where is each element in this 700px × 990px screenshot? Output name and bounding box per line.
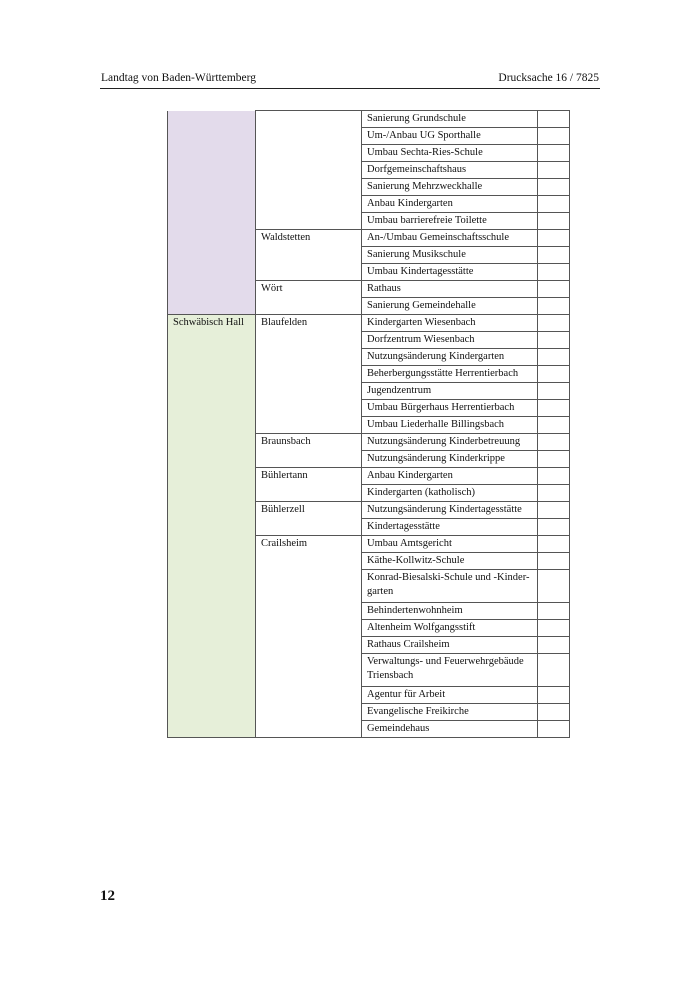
empty-cell [538, 332, 570, 349]
table-row [168, 485, 570, 502]
gemeinde-cell: Bühlerzell [256, 502, 362, 519]
projekt-cell: Nutzungsänderung Kindergarten [362, 349, 538, 366]
projekt-cell: Evangelische Freikirche [362, 704, 538, 721]
table-row [168, 620, 570, 637]
table-row [168, 315, 570, 332]
table-row [168, 298, 570, 315]
empty-cell [538, 247, 570, 264]
gemeinde-cell [256, 332, 362, 349]
projekt-cell: Käthe-Kollwitz-Schule [362, 553, 538, 570]
kreis-cell [168, 366, 256, 383]
projekt-cell: Nutzungsänderung Kinderkrippe [362, 451, 538, 468]
kreis-cell [168, 128, 256, 145]
kreis-cell [168, 162, 256, 179]
table-row [168, 603, 570, 620]
header-rule [100, 88, 600, 89]
projekt-cell: Kindergarten (katholisch) [362, 485, 538, 502]
projects-table [167, 110, 570, 738]
empty-cell [538, 213, 570, 230]
kreis-cell [168, 247, 256, 264]
table-row [168, 570, 570, 603]
projekt-cell: Kindertagesstätte [362, 519, 538, 536]
projekt-cell: Gemeindehaus [362, 721, 538, 738]
gemeinde-cell [256, 264, 362, 281]
gemeinde-cell [256, 417, 362, 434]
table-row [168, 468, 570, 485]
empty-cell [538, 603, 570, 620]
gemeinde-cell [256, 603, 362, 620]
kreis-cell [168, 553, 256, 570]
empty-cell [538, 264, 570, 281]
projekt-cell: Umbau Sechta-Ries-Schule [362, 145, 538, 162]
empty-cell [538, 111, 570, 128]
empty-cell [538, 417, 570, 434]
empty-cell [538, 519, 570, 536]
gemeinde-cell [256, 213, 362, 230]
table-row [168, 400, 570, 417]
kreis-cell [168, 281, 256, 298]
empty-cell [538, 536, 570, 553]
projekt-cell: Nutzungsänderung Kindertagesstätte [362, 502, 538, 519]
table-row [168, 553, 570, 570]
empty-cell [538, 687, 570, 704]
kreis-cell [168, 213, 256, 230]
projekt-cell: Agentur für Arbeit [362, 687, 538, 704]
projekt-cell: Anbau Kindergarten [362, 468, 538, 485]
empty-cell [538, 637, 570, 654]
empty-cell [538, 230, 570, 247]
empty-cell [538, 315, 570, 332]
empty-cell [538, 162, 570, 179]
table-row [168, 417, 570, 434]
table-row [168, 264, 570, 281]
gemeinde-cell: Wört [256, 281, 362, 298]
table-row [168, 230, 570, 247]
gemeinde-cell: Blaufelden [256, 315, 362, 332]
kreis-cell [168, 721, 256, 738]
projekt-cell: Umbau Kindertagesstätte [362, 264, 538, 281]
gemeinde-cell [256, 553, 362, 570]
projects-table-body [168, 111, 570, 738]
empty-cell [538, 298, 570, 315]
empty-cell [538, 654, 570, 687]
table-row [168, 162, 570, 179]
gemeinde-cell: Braunsbach [256, 434, 362, 451]
empty-cell [538, 145, 570, 162]
table-row [168, 721, 570, 738]
table-row [168, 383, 570, 400]
projekt-cell: Konrad-Biesalski-Schule und -Kinder-garten [362, 570, 538, 603]
kreis-cell [168, 332, 256, 349]
table-row [168, 247, 570, 264]
gemeinde-cell [256, 637, 362, 654]
projekt-cell: Rathaus Crailsheim [362, 637, 538, 654]
empty-cell [538, 434, 570, 451]
gemeinde-cell [256, 162, 362, 179]
projekt-cell: Dorfgemeinschaftshaus [362, 162, 538, 179]
table-row [168, 637, 570, 654]
empty-cell [538, 128, 570, 145]
projekt-cell: Verwaltungs- und Feuerwehrgebäude Triensbach [362, 654, 538, 687]
table-row [168, 704, 570, 721]
projekt-cell: Rathaus [362, 281, 538, 298]
table-row [168, 654, 570, 687]
kreis-cell [168, 502, 256, 519]
table-row [168, 213, 570, 230]
empty-cell [538, 366, 570, 383]
kreis-cell [168, 637, 256, 654]
table-row [168, 128, 570, 145]
gemeinde-cell: Bühlertann [256, 468, 362, 485]
gemeinde-cell [256, 111, 362, 128]
projekt-cell: Umbau barrierefreie Toilette [362, 213, 538, 230]
projekt-cell: Beherbergungsstätte Herrentierbach [362, 366, 538, 383]
projekt-cell: Behindertenwohnheim [362, 603, 538, 620]
kreis-cell [168, 264, 256, 281]
kreis-cell [168, 485, 256, 502]
gemeinde-cell: Waldstetten [256, 230, 362, 247]
gemeinde-cell [256, 485, 362, 502]
projekt-cell: Sanierung Musikschule [362, 247, 538, 264]
kreis-cell [168, 349, 256, 366]
kreis-cell [168, 654, 256, 687]
gemeinde-cell [256, 145, 362, 162]
gemeinde-cell [256, 620, 362, 637]
header-right: Drucksache 16 / 7825 [498, 72, 599, 84]
projekt-cell: Jugendzentrum [362, 383, 538, 400]
gemeinde-cell [256, 451, 362, 468]
empty-cell [538, 704, 570, 721]
gemeinde-cell [256, 400, 362, 417]
empty-cell [538, 196, 570, 213]
gemeinde-cell [256, 128, 362, 145]
empty-cell [538, 383, 570, 400]
kreis-cell [168, 704, 256, 721]
empty-cell [538, 468, 570, 485]
kreis-cell [168, 400, 256, 417]
projekt-cell: Umbau Bürgerhaus Herrentierbach [362, 400, 538, 417]
empty-cell [538, 400, 570, 417]
table-row [168, 332, 570, 349]
header-left: Landtag von Baden-Württemberg [101, 72, 256, 84]
table-row [168, 519, 570, 536]
table-row [168, 196, 570, 213]
empty-cell [538, 451, 570, 468]
projekt-cell: Altenheim Wolfgangsstift [362, 620, 538, 637]
gemeinde-cell [256, 704, 362, 721]
table-row [168, 502, 570, 519]
projekt-cell: Dorfzentrum Wiesenbach [362, 332, 538, 349]
kreis-cell [168, 570, 256, 603]
page-number: 12 [100, 888, 115, 904]
projekt-cell: Sanierung Mehrzweckhalle [362, 179, 538, 196]
table-row [168, 111, 570, 128]
empty-cell [538, 485, 570, 502]
empty-cell [538, 349, 570, 366]
kreis-cell [168, 536, 256, 553]
kreis-cell [168, 417, 256, 434]
empty-cell [538, 570, 570, 603]
kreis-cell [168, 468, 256, 485]
table-row [168, 281, 570, 298]
gemeinde-cell [256, 349, 362, 366]
projekt-cell: Anbau Kindergarten [362, 196, 538, 213]
gemeinde-cell [256, 519, 362, 536]
table-row [168, 349, 570, 366]
table-row [168, 366, 570, 383]
gemeinde-cell [256, 654, 362, 687]
kreis-cell [168, 196, 256, 213]
empty-cell [538, 179, 570, 196]
gemeinde-cell [256, 366, 362, 383]
empty-cell [538, 553, 570, 570]
kreis-cell [168, 603, 256, 620]
gemeinde-cell [256, 247, 362, 264]
projekt-cell: Umbau Liederhalle Billingsbach [362, 417, 538, 434]
kreis-cell [168, 519, 256, 536]
gemeinde-cell [256, 179, 362, 196]
projekt-cell: Kindergarten Wiesenbach [362, 315, 538, 332]
gemeinde-cell [256, 687, 362, 704]
projekt-cell: Nutzungsänderung Kinderbetreuung [362, 434, 538, 451]
projekt-cell: An-/Umbau Gemeinschaftsschule [362, 230, 538, 247]
kreis-cell [168, 179, 256, 196]
table-row [168, 179, 570, 196]
table-row [168, 451, 570, 468]
table-row [168, 145, 570, 162]
projekt-cell: Um-/Anbau UG Sporthalle [362, 128, 538, 145]
kreis-cell [168, 111, 256, 128]
kreis-cell [168, 687, 256, 704]
kreis-cell [168, 620, 256, 637]
table-row [168, 536, 570, 553]
kreis-cell [168, 383, 256, 400]
projekt-cell: Sanierung Grundschule [362, 111, 538, 128]
gemeinde-cell [256, 196, 362, 213]
projekt-cell: Umbau Amtsgericht [362, 536, 538, 553]
gemeinde-cell [256, 298, 362, 315]
table-row [168, 687, 570, 704]
kreis-cell [168, 298, 256, 315]
kreis-cell: Schwäbisch Hall [168, 315, 256, 332]
empty-cell [538, 502, 570, 519]
gemeinde-cell [256, 383, 362, 400]
kreis-cell [168, 145, 256, 162]
empty-cell [538, 721, 570, 738]
empty-cell [538, 620, 570, 637]
projekt-cell: Sanierung Gemeindehalle [362, 298, 538, 315]
kreis-cell [168, 230, 256, 247]
gemeinde-cell [256, 721, 362, 738]
kreis-cell [168, 434, 256, 451]
kreis-cell [168, 451, 256, 468]
gemeinde-cell [256, 570, 362, 603]
empty-cell [538, 281, 570, 298]
gemeinde-cell: Crailsheim [256, 536, 362, 553]
table-row [168, 434, 570, 451]
